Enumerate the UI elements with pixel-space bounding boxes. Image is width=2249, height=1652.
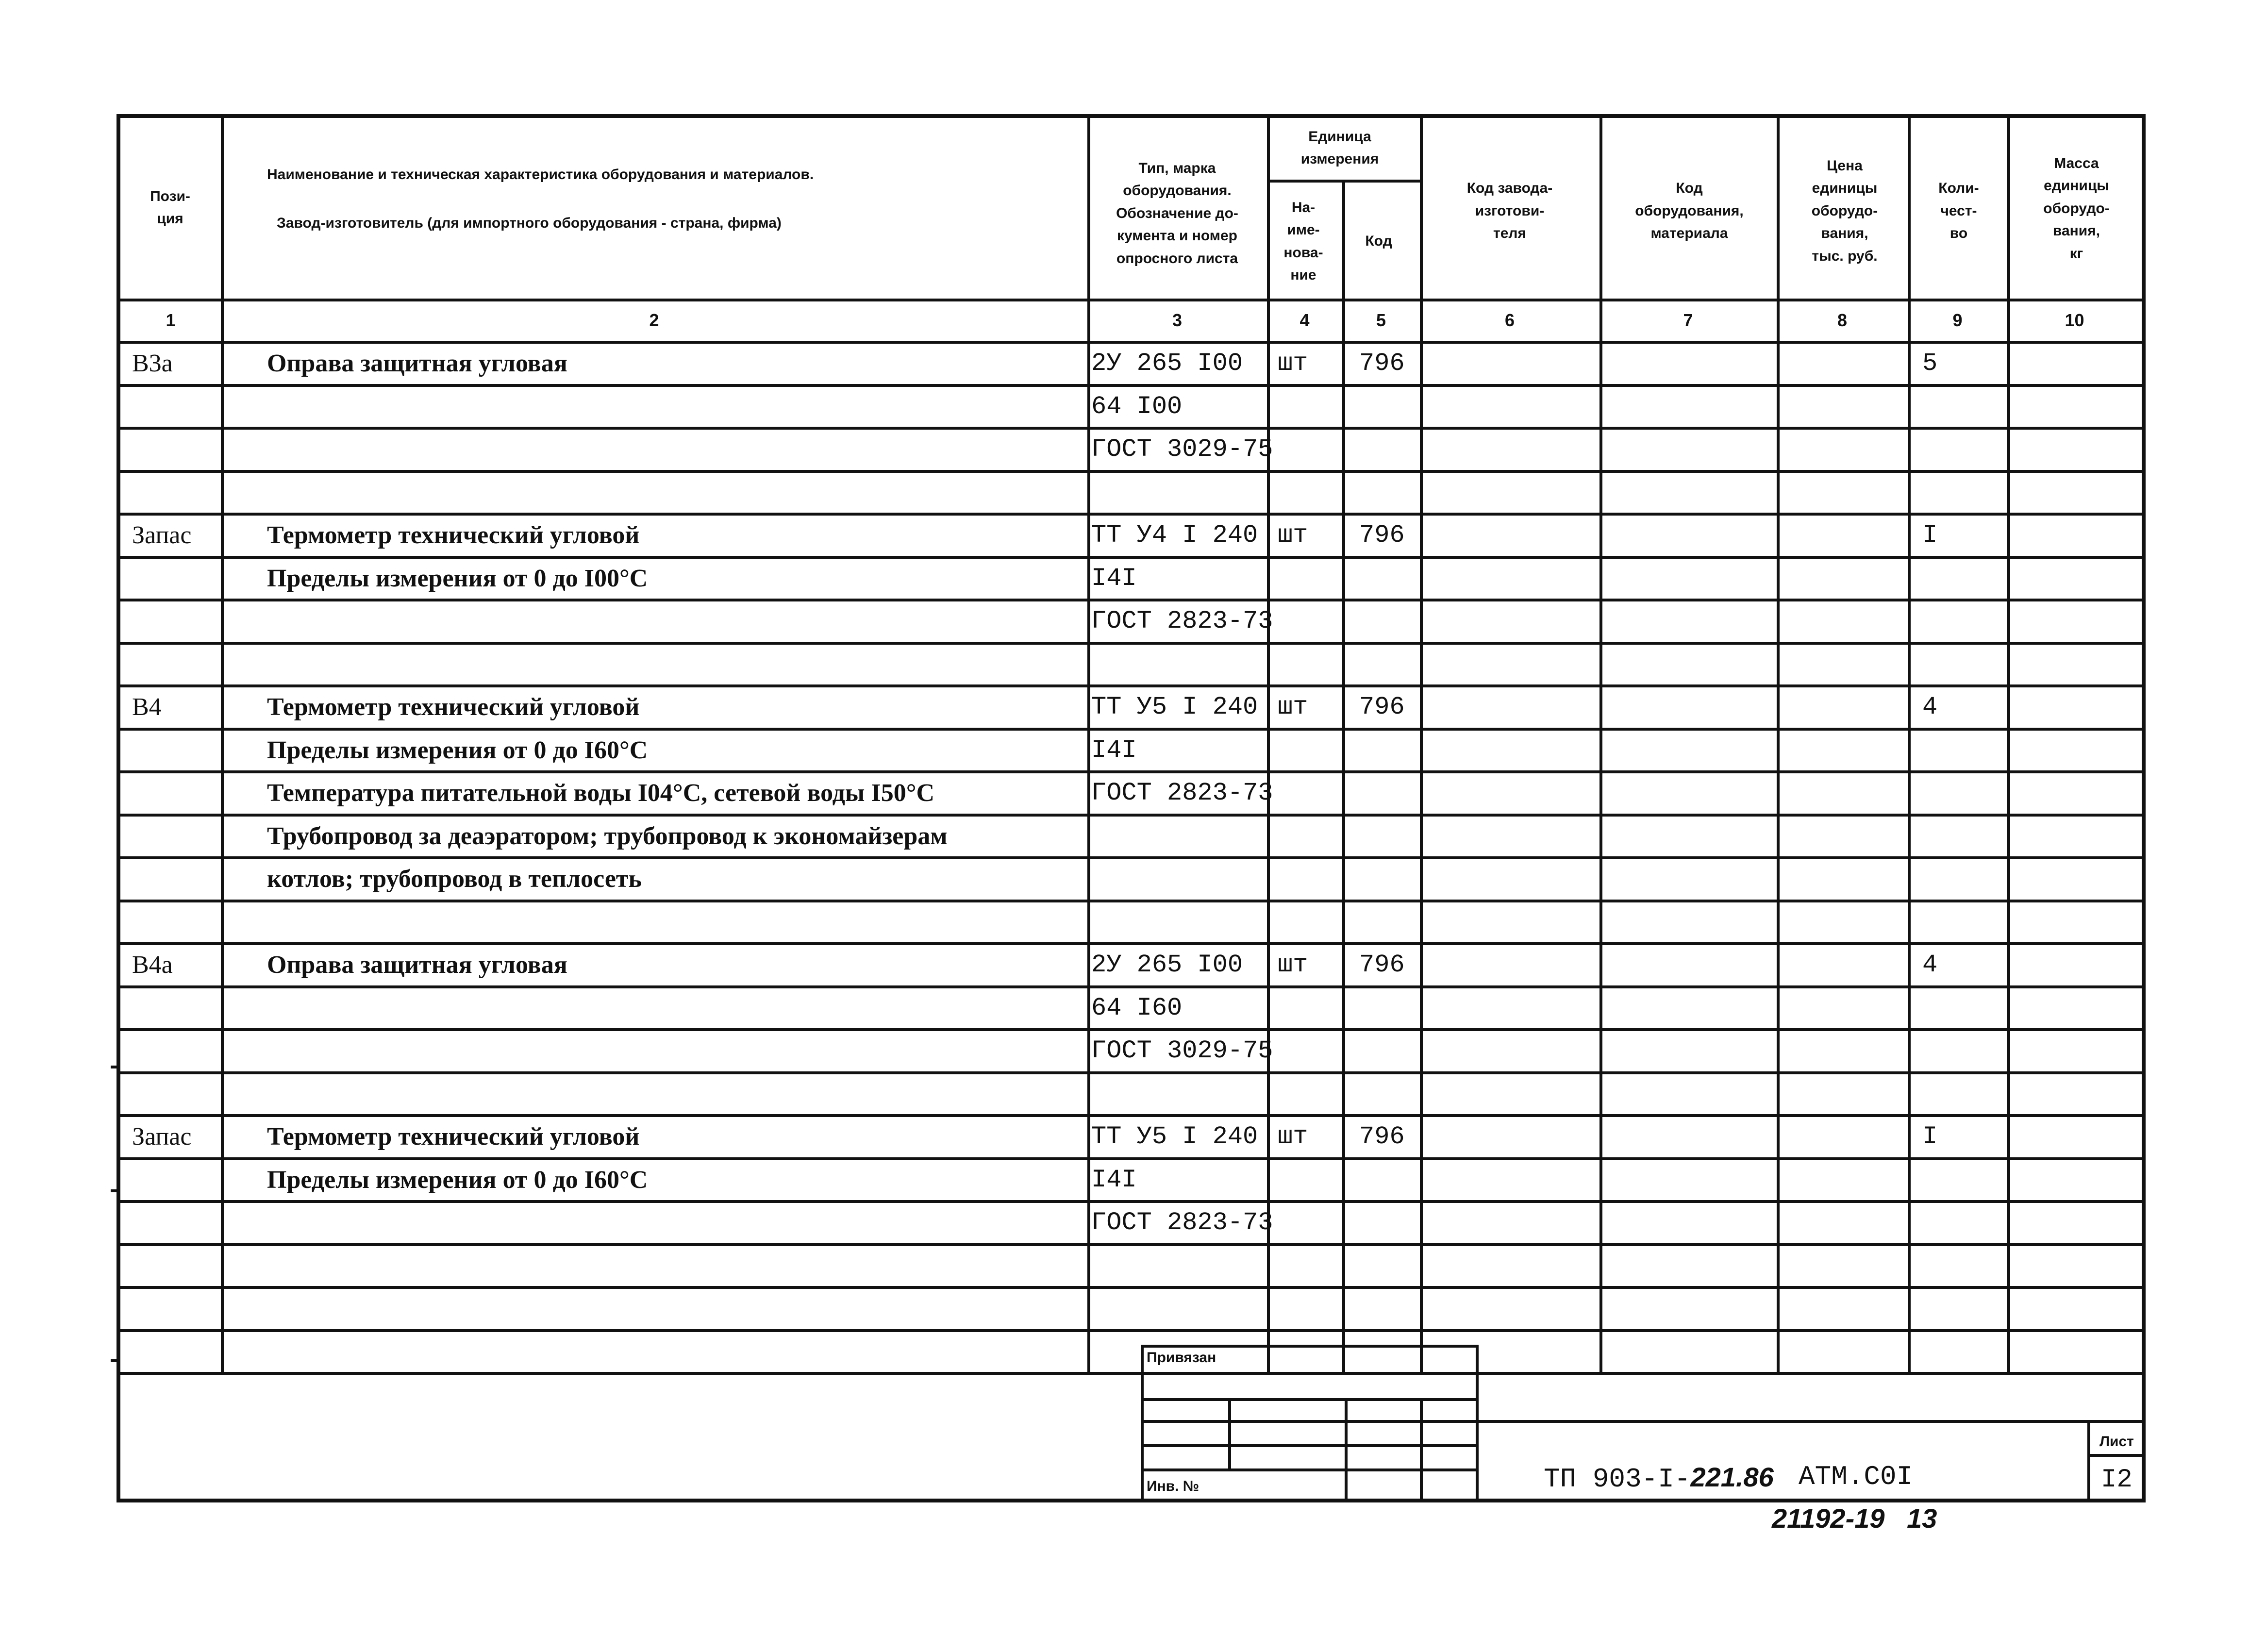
footer-number	[1772, 1502, 1937, 1534]
row-position: Запас	[132, 1123, 192, 1151]
header-bottom-line	[120, 299, 2143, 301]
header-name-line2: Завод-изготовитель (для импортного оборудования - страна, фирма)	[277, 215, 782, 231]
row-quantity: 4	[1922, 693, 1938, 721]
stamp-line	[1228, 1398, 1231, 1471]
row-description: Термометр технический угловой	[267, 693, 640, 721]
row-divider	[120, 942, 2143, 945]
row-divider	[120, 1329, 2143, 1332]
privyazan-label: Привязан	[1147, 1350, 1216, 1366]
header-unit-name: На- име- нова- ние	[1283, 199, 1323, 283]
column-number: 4	[1299, 310, 1310, 330]
row-type: I4I	[1091, 735, 1137, 765]
column-number: 9	[1952, 310, 1963, 330]
header-plant-code: Код завода- изготови- теля	[1466, 180, 1553, 242]
column-number: 10	[2065, 310, 2084, 330]
row-quantity: I	[1922, 1122, 1938, 1151]
row-quantity: I	[1922, 521, 1938, 550]
column-divider	[1087, 118, 1090, 1373]
row-divider	[120, 427, 2143, 430]
row-divider	[120, 513, 2143, 516]
row-divider	[120, 1286, 2143, 1289]
header-quantity: Коли- чест- во	[1938, 180, 1979, 242]
row-type: ГОСТ 3029-75	[1091, 435, 1273, 464]
unit-group-divider	[1267, 180, 1420, 183]
row-position: В4а	[132, 951, 173, 979]
stamp-line	[1345, 1398, 1348, 1502]
stamp-line	[1420, 1398, 1423, 1502]
doc-code-suffix: АТМ.С0I	[1799, 1461, 1913, 1492]
stamp-line	[1141, 1398, 1476, 1401]
row-unit-code: 796	[1359, 693, 1405, 721]
row-type: 2У 265 I00	[1091, 951, 1243, 979]
doc-code-prefix: ТП 903-I-	[1544, 1464, 1691, 1495]
sheet-number: I2	[2101, 1465, 2132, 1495]
row-unit-code: 796	[1359, 1122, 1405, 1151]
column-number: 8	[1837, 310, 1848, 330]
inv-no-label: Инв. №	[1147, 1478, 1199, 1494]
row-description: Трубопровод за деаэратором; трубопровод к экономайзерам	[267, 822, 948, 850]
row-type: I4I	[1091, 1165, 1137, 1194]
column-number: 6	[1504, 310, 1515, 330]
row-description: Термометр технический угловой	[267, 1123, 640, 1151]
column-number: 5	[1376, 310, 1386, 330]
row-divider	[120, 642, 2143, 645]
row-type: 2У 265 I00	[1091, 349, 1243, 378]
stamp-border	[1141, 1345, 1476, 1348]
row-divider	[120, 856, 2143, 859]
row-unit-code: 796	[1359, 521, 1405, 550]
row-description: Оправа защитная угловая	[267, 350, 567, 377]
stamp-border	[1476, 1345, 1479, 1502]
stamp-line	[1141, 1420, 1476, 1423]
row-type: I4I	[1091, 564, 1137, 593]
column-number: 3	[1172, 310, 1183, 330]
row-description: Пределы измерения от 0 до I60°С	[267, 1166, 648, 1194]
column-number: 7	[1683, 310, 1693, 330]
row-type: ГОСТ 3029-75	[1091, 1036, 1273, 1065]
column-divider	[1908, 118, 1911, 1373]
row-description: Термометр технический угловой	[267, 521, 640, 549]
row-description: Пределы измерения от 0 до I00°С	[267, 564, 648, 592]
row-divider	[120, 1157, 2143, 1160]
row-description: Пределы измерения от 0 до I60°С	[267, 736, 648, 764]
row-type: 64 I60	[1091, 993, 1183, 1022]
title-block-line	[1476, 1420, 2143, 1423]
row-type: ГОСТ 2823-73	[1091, 1208, 1273, 1237]
stamp-line	[1141, 1444, 1476, 1447]
column-divider	[1420, 118, 1423, 1373]
row-unit-name: шт	[1278, 693, 1308, 721]
row-divider	[120, 1200, 2143, 1203]
row-divider	[120, 556, 2143, 559]
row-divider	[120, 728, 2143, 731]
row-divider	[120, 1114, 2143, 1117]
column-divider	[1342, 180, 1345, 1373]
header-unit-mass: Масса единицы оборудо- вания, кг	[2043, 155, 2110, 262]
sheet-cell-line	[2087, 1454, 2143, 1457]
row-divider	[120, 1243, 2143, 1246]
column-divider	[1599, 118, 1602, 1373]
row-divider	[120, 985, 2143, 988]
stamp-line	[1141, 1468, 1476, 1471]
doc-code	[1544, 1461, 1774, 1495]
header-unit-group: Единица измерения	[1300, 128, 1379, 167]
row-unit-name: шт	[1278, 349, 1308, 378]
row-quantity: 4	[1922, 951, 1938, 979]
column-divider	[1267, 118, 1270, 1373]
header-position: Пози- ция	[150, 188, 190, 227]
row-divider	[120, 684, 2143, 687]
row-unit-code: 796	[1359, 951, 1405, 979]
row-unit-name: шт	[1278, 521, 1308, 550]
header-name-line1: Наименование и техническая характеристика оборудования и материалов.	[267, 166, 814, 183]
row-divider	[120, 1071, 2143, 1074]
row-description: Температура питательной воды I04°С, сетевой воды I50°С	[267, 779, 935, 807]
row-type: ГОСТ 2823-73	[1091, 779, 1273, 807]
row-type: ТТ У4 I 240	[1091, 521, 1258, 550]
column-divider	[1777, 118, 1780, 1373]
header-equipment-code: Код оборудования, материала	[1635, 180, 1744, 242]
row-type: 64 I00	[1091, 392, 1183, 421]
row-position: В3а	[132, 350, 173, 377]
row-description: Оправа защитная угловая	[267, 951, 567, 979]
row-divider	[120, 1372, 2143, 1375]
row-type: ГОСТ 2823-73	[1091, 607, 1273, 635]
row-type: ТТ У5 I 240	[1091, 693, 1258, 721]
column-number: 2	[649, 310, 659, 330]
margin-mark	[111, 1189, 119, 1192]
row-type: ТТ У5 I 240	[1091, 1122, 1258, 1151]
column-divider	[221, 118, 224, 1373]
row-unit-name: шт	[1278, 1122, 1308, 1151]
column-number-bottom-line	[120, 341, 2143, 344]
column-divider	[2007, 118, 2010, 1373]
header-unit-price: Цена единицы оборудо- вания, тыс. руб.	[1811, 157, 1878, 264]
stamp-border	[1141, 1345, 1144, 1502]
row-description: котлов; трубопровод в теплосеть	[267, 865, 642, 893]
doc-code-hand: 221.86	[1690, 1462, 1774, 1492]
row-position: Запас	[132, 521, 192, 549]
margin-mark	[111, 1066, 119, 1068]
row-unit-name: шт	[1278, 951, 1308, 979]
row-divider	[120, 770, 2143, 773]
row-divider	[120, 814, 2143, 817]
sheet-cell-border	[2087, 1420, 2090, 1502]
row-divider	[120, 900, 2143, 902]
footer-doc-number: 21192-19	[1772, 1503, 1885, 1534]
margin-mark	[111, 1359, 119, 1362]
header-type: Тип, марка оборудования. Обозначение до- кумента и номер опросного листа	[1116, 160, 1238, 267]
row-divider	[120, 470, 2143, 473]
row-divider	[120, 599, 2143, 601]
row-position: В4	[132, 693, 162, 721]
column-number: 1	[166, 310, 176, 330]
row-divider	[120, 1028, 2143, 1031]
sheet-label: Лист	[2099, 1434, 2134, 1450]
row-unit-code: 796	[1359, 349, 1405, 378]
row-divider	[120, 384, 2143, 387]
row-quantity: 5	[1922, 349, 1938, 378]
footer-page-number: 13	[1907, 1503, 1937, 1534]
header-unit-code: Код	[1365, 233, 1392, 250]
